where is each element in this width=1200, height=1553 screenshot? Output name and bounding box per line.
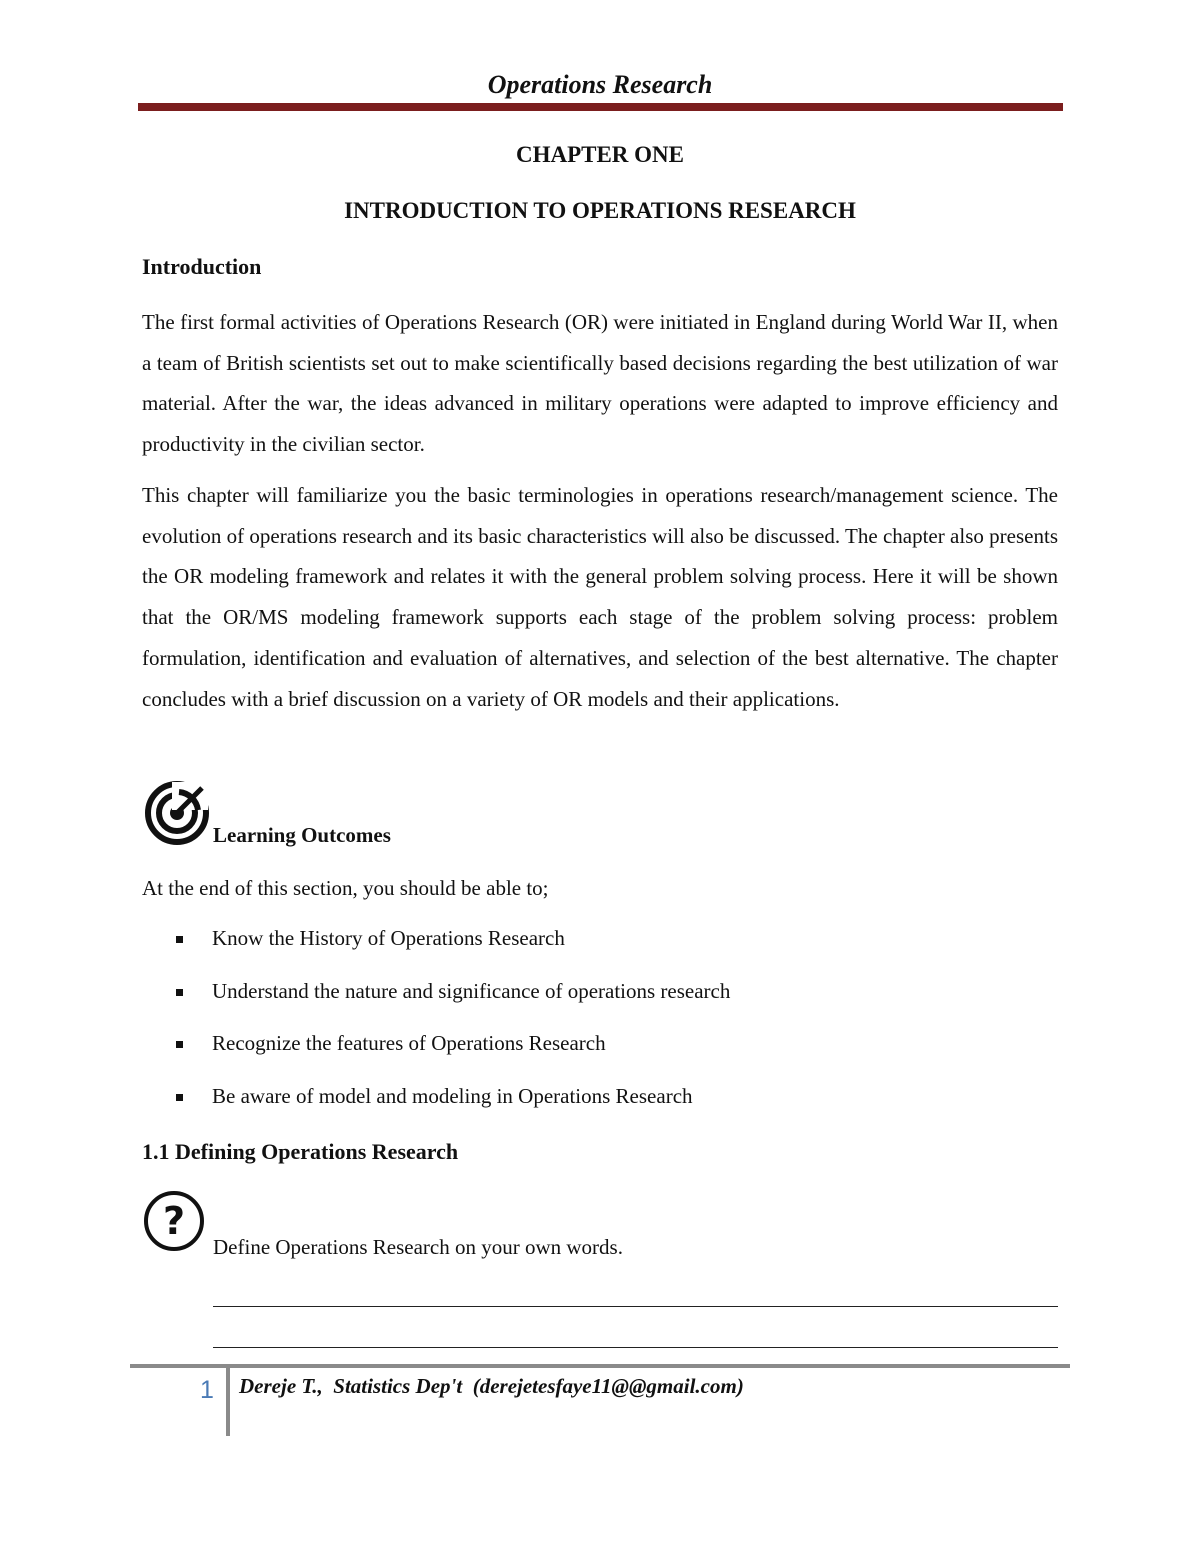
list-item <box>176 1084 730 1137</box>
target-icon <box>142 780 212 846</box>
footer-author: Dereje T., Statistics Dep't (derejetesfaye11@@gmail.com) <box>239 1374 744 1398</box>
page-number: 1 <box>200 1376 214 1404</box>
list-item <box>176 979 730 1032</box>
list-item-text: Be aware of model and modeling in Operations Research <box>212 1083 693 1108</box>
footer-rule <box>130 1364 1070 1368</box>
question-prompt: Define Operations Research on your own words. <box>213 1235 623 1259</box>
list-item <box>176 926 730 979</box>
header-rule <box>138 103 1063 111</box>
list-item-text: Understand the nature and significance of operations research <box>212 978 731 1003</box>
footer-divider <box>226 1368 230 1436</box>
svg-text:?: ? <box>162 1199 186 1243</box>
bullet-square-icon <box>176 1094 183 1101</box>
list-item <box>176 1031 730 1084</box>
running-header-title: Operations Research <box>487 70 713 99</box>
list-item-text: Recognize the features of Operations Research <box>212 1031 606 1055</box>
chapter-number: CHAPTER ONE <box>515 142 685 167</box>
chapter-title: INTRODUCTION TO OPERATIONS RESEARCH <box>344 198 856 223</box>
learning-outcomes-heading: Learning Outcomes <box>213 823 391 847</box>
intro-paragraph-2: This chapter will familiarize you the basic terminologies in operations research/management science. The evolution of operations research and its basic characteristics will also be discussed. The chapter also presents the OR modeling framework and relates it with the general problem solving process. Here it will be shown that the OR/MS modeling framework supports each stage of the problem solving process: problem formulation, identification and evaluation of alternatives, and selection of the best alternative. The chapter concludes with a brief discussion on a variety of OR models and their applications. <box>142 483 1058 711</box>
bullet-square-icon <box>176 989 183 996</box>
answer-line[interactable] <box>213 1306 1058 1307</box>
question-icon <box>142 1190 208 1252</box>
learning-outcomes-lead: At the end of this section, you should be able to; <box>142 876 549 900</box>
bullet-square-icon <box>176 1041 183 1048</box>
list-item-text: Know the History of Operations Research <box>212 926 565 950</box>
answer-line[interactable] <box>213 1347 1058 1348</box>
learning-outcomes-list <box>176 926 730 1136</box>
intro-paragraph-1: The first formal activities of Operations Research (OR) were initiated in England during World War II, when a team of British scientists set out to make scientifically based decisions regarding the best utilization of war material. After the war, the ideas advanced in military operations were adapted to improve efficiency and productivity in the civilian sector. <box>142 310 1058 457</box>
bullet-square-icon <box>176 936 183 943</box>
section-1-1-heading: 1.1 Defining Operations Research <box>142 1139 459 1164</box>
introduction-heading: Introduction <box>142 254 262 279</box>
